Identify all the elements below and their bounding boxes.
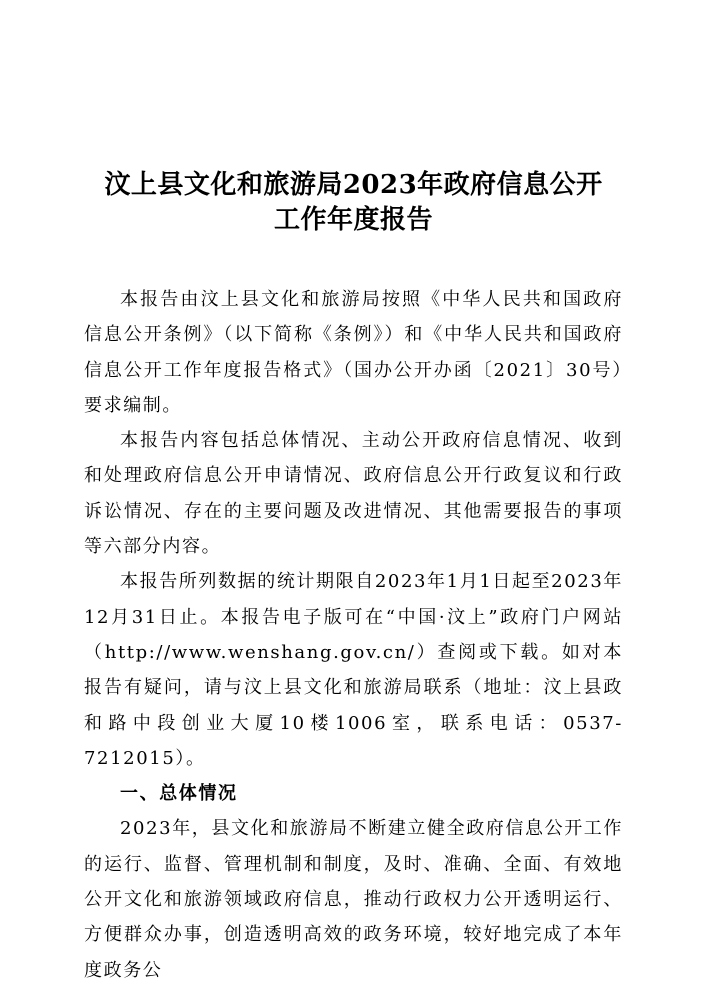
title-line-1: 汶上县文化和旅游局2023年政府信息公开 (104, 170, 603, 200)
contents-paragraph: 本报告内容包括总体情况、主动公开政府信息情况、收到和处理政府信息公开申请情况、政府信息公开行政复议和行政诉讼情况、存在的主要问题及改进情况、其他需要报告的事项等六部分内容。 (84, 430, 623, 558)
document-title (84, 0, 623, 238)
section-heading-overview: 一、总体情况 (120, 783, 238, 805)
statistics-contact-paragraph: 本报告所列数据的统计期限自2023年1月1日起至2023年12月31日止。本报告电子版可在“中国·汶上”政府门户网站（http://www.wenshang.gov.cn/）查阅或下载。如对本报告有疑问，请与汶上县文化和旅游局联系（地址：汶上县政和路中段创业大厦10楼1006室，联系电话：0537-7212015）。 (84, 571, 623, 769)
overview-paragraph: 2023年，县文化和旅游局不断建立健全政府信息公开工作的运行、监督、管理机制和制度，及时、准确、全面、有效地公开文化和旅游领域政府信息，推动行政权力公开透明运行、方便群众办事，创造透明高效的政务环境，较好地完成了本年度政务公 (84, 818, 624, 981)
title-line-2: 工作年度报告 (273, 205, 433, 235)
intro-paragraph: 本报告由汶上县文化和旅游局按照《中华人民共和国政府信息公开条例》（以下简称《条例》）和《中华人民共和国政府信息公开工作年度报告格式》（国办公开办函〔2021〕30号）要求编制。 (84, 289, 623, 416)
document-body (84, 282, 623, 988)
